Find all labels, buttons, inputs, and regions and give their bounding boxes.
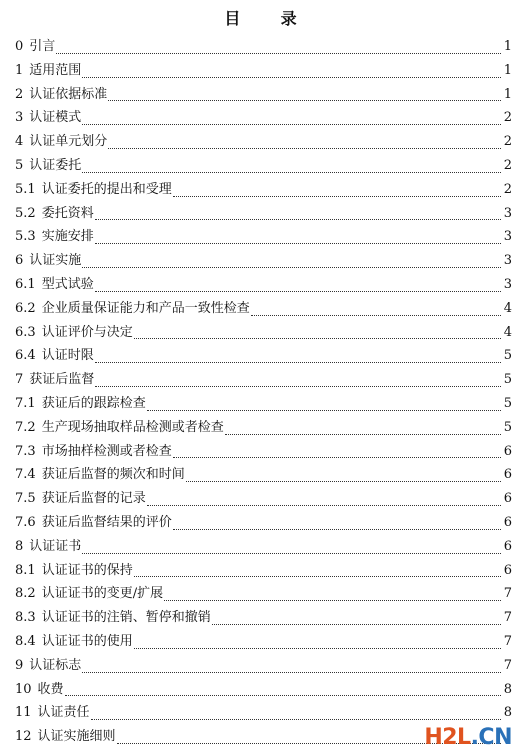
- table-of-contents: [15, 35, 512, 749]
- toc-entry[interactable]: [15, 321, 512, 345]
- toc-entry-number: 4: [15, 134, 24, 150]
- toc-dot-leader: [91, 718, 501, 720]
- toc-dot-leader: [173, 528, 501, 530]
- toc-entry-page: 1: [503, 86, 512, 102]
- toc-dot-leader: [164, 599, 501, 601]
- toc-entry[interactable]: [15, 678, 512, 702]
- toc-dot-leader: [225, 433, 501, 435]
- toc-entry-number: 6.4: [15, 348, 36, 364]
- toc-entry-number: 6: [15, 253, 24, 269]
- toc-entry-page: 7: [503, 586, 512, 602]
- toc-dot-leader: [134, 575, 501, 577]
- toc-entry[interactable]: [15, 249, 512, 273]
- toc-entry-page: 5: [503, 348, 512, 364]
- toc-entry[interactable]: [15, 511, 512, 535]
- toc-entry-number: 10: [15, 681, 32, 697]
- toc-entry-page: 6: [503, 467, 512, 483]
- toc-entry[interactable]: [15, 297, 512, 321]
- toc-entry-number: 6.3: [15, 324, 36, 340]
- toc-dot-leader: [95, 290, 501, 292]
- toc-entry-page: 7: [503, 633, 512, 649]
- toc-entry-page: 8: [503, 681, 512, 697]
- toc-dot-leader: [108, 99, 501, 101]
- toc-entry-text: 认证实施细则: [37, 729, 116, 745]
- toc-entry-page: 6: [503, 562, 512, 578]
- toc-entry-page: 2: [503, 134, 512, 150]
- toc-entry-number: 7.5: [15, 491, 36, 507]
- watermark-part-2: .CN: [470, 725, 512, 750]
- toc-entry-number: 7.3: [15, 443, 36, 459]
- toc-dot-leader: [173, 456, 501, 458]
- toc-entry-text: 适用范围: [29, 62, 82, 78]
- toc-dot-leader: [82, 171, 501, 173]
- toc-entry[interactable]: [15, 225, 512, 249]
- toc-dot-leader: [147, 504, 501, 506]
- toc-entry-page: 3: [503, 205, 512, 221]
- toc-entry-text: 认证时限: [41, 348, 94, 364]
- toc-entry-number: 5: [15, 157, 24, 173]
- toc-entry-page: 3: [503, 253, 512, 269]
- toc-dot-leader: [251, 314, 501, 316]
- toc-entry-number: 5.2: [15, 205, 36, 221]
- toc-entry-text: 认证委托: [29, 157, 82, 173]
- toc-entry[interactable]: [15, 582, 512, 606]
- toc-entry-number: 1: [15, 62, 24, 78]
- toc-entry-text: 获证后监督结果的评价: [41, 514, 172, 530]
- toc-dot-leader: [82, 76, 501, 78]
- toc-entry[interactable]: [15, 416, 512, 440]
- toc-entry-number: 8.1: [15, 562, 36, 578]
- toc-entry[interactable]: [15, 535, 512, 559]
- toc-entry[interactable]: [15, 35, 512, 59]
- toc-dot-leader: [173, 195, 501, 197]
- toc-entry-number: 8: [15, 538, 24, 554]
- toc-entry-page: 2: [503, 110, 512, 126]
- toc-entry-text: 认证实施: [29, 253, 82, 269]
- toc-entry[interactable]: [15, 487, 512, 511]
- toc-title: [0, 6, 522, 29]
- toc-entry[interactable]: [15, 701, 512, 725]
- toc-entry-text: 获证后监督的频次和时间: [41, 467, 185, 483]
- toc-entry[interactable]: [15, 178, 512, 202]
- watermark-part-1: H2L: [424, 725, 471, 750]
- toc-entry-text: 认证标志: [29, 657, 82, 673]
- toc-entry-page: 6: [503, 491, 512, 507]
- toc-dot-leader: [134, 647, 501, 649]
- toc-dot-leader: [65, 694, 501, 696]
- toc-entry-page: 6: [503, 443, 512, 459]
- toc-entry-text: 市场抽样检测或者检查: [41, 443, 172, 459]
- toc-entry[interactable]: [15, 440, 512, 464]
- toc-entry-page: 2: [503, 157, 512, 173]
- toc-entry[interactable]: [15, 392, 512, 416]
- toc-entry[interactable]: [15, 606, 512, 630]
- toc-entry-text: 认证评价与决定: [41, 324, 133, 340]
- toc-entry-text: 获证后监督的记录: [41, 491, 146, 507]
- toc-dot-leader: [82, 123, 501, 125]
- watermark-logo: [424, 725, 512, 750]
- toc-dot-leader: [95, 218, 501, 220]
- toc-entry-page: 4: [503, 324, 512, 340]
- toc-entry[interactable]: [15, 463, 512, 487]
- toc-dot-leader: [82, 266, 501, 268]
- toc-entry-page: 3: [503, 276, 512, 292]
- toc-entry-page: 4: [503, 300, 512, 316]
- toc-entry-number: 8.4: [15, 633, 36, 649]
- toc-entry-text: 认证证书的使用: [41, 633, 133, 649]
- toc-dot-leader: [95, 242, 501, 244]
- toc-entry-text: 实施安排: [41, 229, 94, 245]
- toc-dot-leader: [186, 480, 501, 482]
- toc-entry-text: 型式试验: [41, 276, 94, 292]
- toc-entry-number: 8.2: [15, 586, 36, 602]
- toc-entry-text: 企业质量保证能力和产品一致性检查: [41, 300, 250, 316]
- toc-entry-text: 认证委托的提出和受理: [41, 181, 172, 197]
- toc-dot-leader: [134, 337, 501, 339]
- toc-entry-number: 7: [15, 372, 24, 388]
- toc-entry[interactable]: [15, 344, 512, 368]
- toc-entry-page: 7: [503, 657, 512, 673]
- toc-dot-leader: [212, 623, 501, 625]
- toc-entry-number: 6.1: [15, 276, 36, 292]
- toc-entry[interactable]: [15, 559, 512, 583]
- toc-dot-leader: [56, 52, 501, 54]
- toc-entry-text: 生产现场抽取样品检测或者检查: [41, 419, 224, 435]
- toc-entry[interactable]: [15, 106, 512, 130]
- toc-dot-leader: [147, 409, 501, 411]
- toc-entry-number: 7.2: [15, 419, 36, 435]
- toc-entry-number: 7.6: [15, 514, 36, 530]
- toc-entry-number: 7.4: [15, 467, 36, 483]
- toc-entry-number: 9: [15, 657, 24, 673]
- toc-entry-number: 8.3: [15, 610, 36, 626]
- toc-title-char-2: 录: [280, 9, 298, 28]
- toc-entry[interactable]: [15, 130, 512, 154]
- toc-entry-page: 1: [503, 39, 512, 54]
- toc-entry-text: 认证模式: [29, 110, 82, 126]
- toc-entry-number: 5.1: [15, 181, 36, 197]
- toc-entry[interactable]: [15, 154, 512, 178]
- toc-entry-text: 委托资料: [41, 205, 94, 221]
- toc-entry[interactable]: [15, 59, 512, 83]
- toc-dot-leader: [108, 147, 501, 149]
- toc-entry-page: 5: [503, 419, 512, 435]
- toc-entry-number: 7.1: [15, 395, 36, 411]
- toc-entry-number: 12: [15, 729, 32, 745]
- toc-entry-number: 0: [15, 39, 24, 54]
- toc-entry-page: 1: [503, 62, 512, 78]
- toc-entry[interactable]: [15, 83, 512, 107]
- toc-entry[interactable]: [15, 273, 512, 297]
- toc-entry-text: 引言: [29, 39, 56, 54]
- toc-entry-page: 5: [503, 395, 512, 411]
- toc-entry-number: 5.3: [15, 229, 36, 245]
- toc-entry-text: 认证证书: [29, 538, 82, 554]
- toc-entry-text: 认证责任: [37, 705, 90, 721]
- toc-entry-number: 11: [15, 705, 32, 721]
- toc-entry-text: 认证证书的保持: [41, 562, 133, 578]
- toc-entry-page: 8: [503, 705, 512, 721]
- toc-dot-leader: [95, 385, 501, 387]
- toc-entry-page: 2: [503, 181, 512, 197]
- toc-entry-text: 收费: [37, 681, 64, 697]
- toc-entry-text: 认证单元划分: [29, 134, 108, 150]
- toc-entry[interactable]: [15, 202, 512, 226]
- toc-entry-text: 获证后的跟踪检查: [41, 395, 146, 411]
- toc-entry-text: 获证后监督: [29, 372, 95, 388]
- toc-entry-text: 认证证书的注销、暂停和撤销: [41, 610, 211, 626]
- toc-dot-leader: [82, 552, 501, 554]
- toc-entry[interactable]: [15, 630, 512, 654]
- toc-entry-text: 认证证书的变更/扩展: [41, 586, 164, 602]
- toc-entry-text: 认证依据标准: [29, 86, 108, 102]
- toc-entry-page: 7: [503, 610, 512, 626]
- toc-entry[interactable]: [15, 368, 512, 392]
- toc-entry-number: 3: [15, 110, 24, 126]
- toc-entry-page: 6: [503, 538, 512, 554]
- toc-dot-leader: [82, 671, 501, 673]
- toc-entry-page: 5: [503, 372, 512, 388]
- toc-title-char-1: 目: [224, 9, 242, 28]
- toc-entry-page: 3: [503, 229, 512, 245]
- toc-entry[interactable]: [15, 654, 512, 678]
- toc-entry-number: 6.2: [15, 300, 36, 316]
- toc-entry-page: 6: [503, 514, 512, 530]
- toc-dot-leader: [95, 361, 501, 363]
- toc-entry-number: 2: [15, 86, 24, 102]
